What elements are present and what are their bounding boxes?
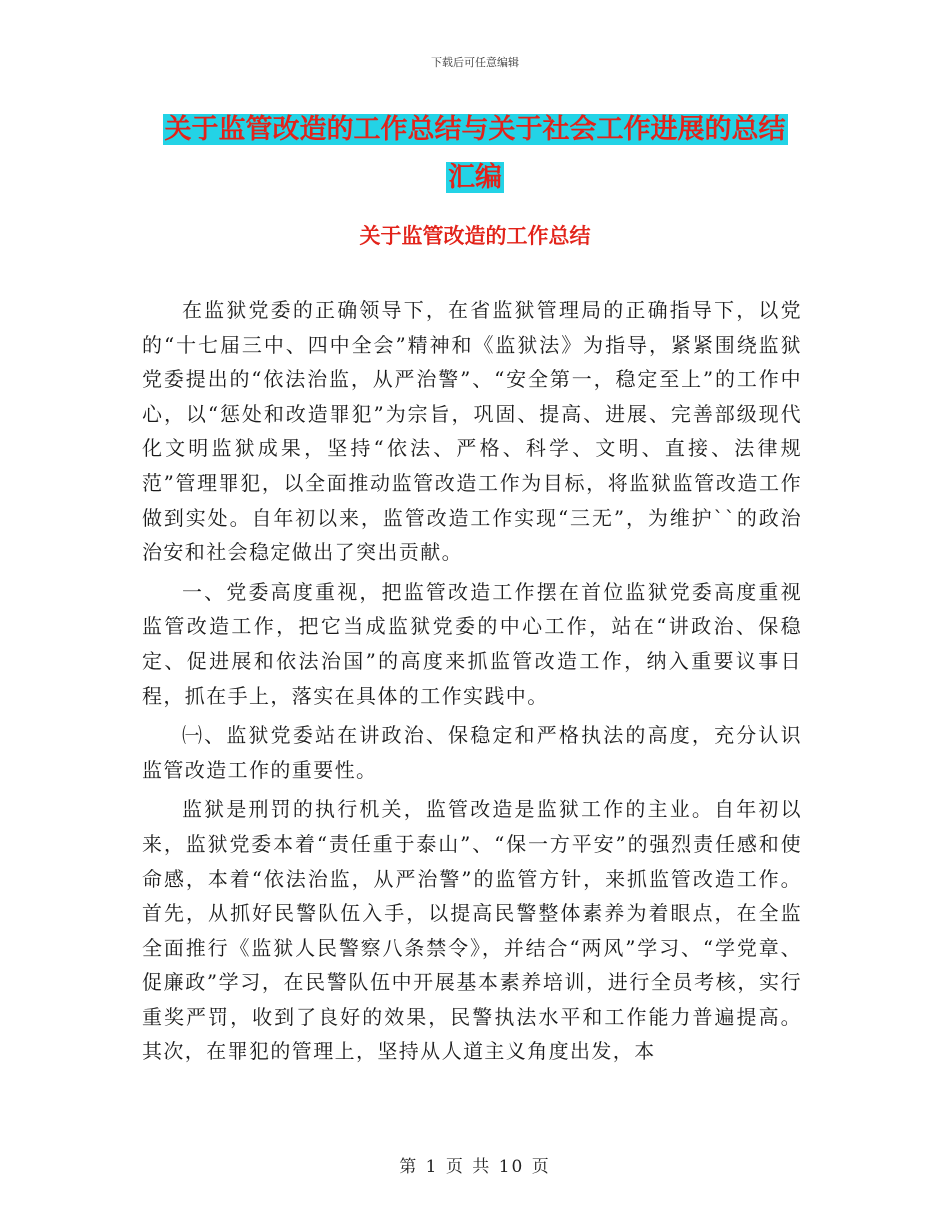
document-title-line-1: 关于监管改造的工作总结与关于社会工作进展的总结: [164, 114, 786, 145]
document-body: [142, 293, 802, 1074]
document-title: [140, 106, 810, 202]
body-paragraph: 监狱是刑罚的执行机关，监管改造是监狱工作的主业。自年初以来，监狱党委本着“责任重于泰山”、“保一方平安”的强烈责任感和使命感，本着“依法治监，从严治警”的监管方针，来抓监管改造工作。首先，从抓好民警队伍入手，以提高民警整体素养为着眼点，在全监全面推行《监狱人民警察八条禁令》，并结合“两风”学习、“学党章、促廉政”学习，在民警队伍中开展基本素养培训，进行全员考核，实行重奖严罚，收到了良好的效果，民警执法水平和工作能力普遍提高。其次，在罪犯的管理上，坚持从人道主义角度出发，本: [142, 797, 802, 1064]
body-paragraph: 在监狱党委的正确领导下，在省监狱管理局的正确指导下，以党的“十七届三中、四中全会”精神和《监狱法》为指导，紧紧围绕监狱党委提出的“依法治监，从严治警”、“安全第一，稳定至上”的工作中心，以“惩处和改造罪犯”为宗旨，巩固、提高、进展、完善部级现代化文明监狱成果，坚持“依法、严格、科学、文明、直接、法律规范”管理罪犯，以全面推动监管改造工作为目标，将监狱监管改造工作做到实处。自年初以来，监管改造工作实现“三无”，为维护``的政治治安和社会稳定做出了突出贡献。: [142, 298, 802, 565]
section-title: 关于监管改造的工作总结: [359, 224, 591, 248]
body-paragraph: ㈠、监狱党委站在讲政治、保稳定和严格执法的高度，充分认识监管改造工作的重要性。: [142, 723, 802, 782]
body-paragraph: 一、党委高度重视，把监管改造工作摆在首位监狱党委高度重视监管改造工作，把它当成监狱党委的中心工作，站在“讲政治、保稳定、促进展和依法治国”的高度来抓监管改造工作，纳入重要议事日程，抓在手上，落实在具体的工作实践中。: [142, 579, 802, 708]
page-footer-number: 第 1 页 共 10 页: [399, 1157, 551, 1177]
document-title-line-2: 汇编: [448, 162, 502, 193]
page-header-note: 下载后可任意编辑: [431, 56, 519, 69]
